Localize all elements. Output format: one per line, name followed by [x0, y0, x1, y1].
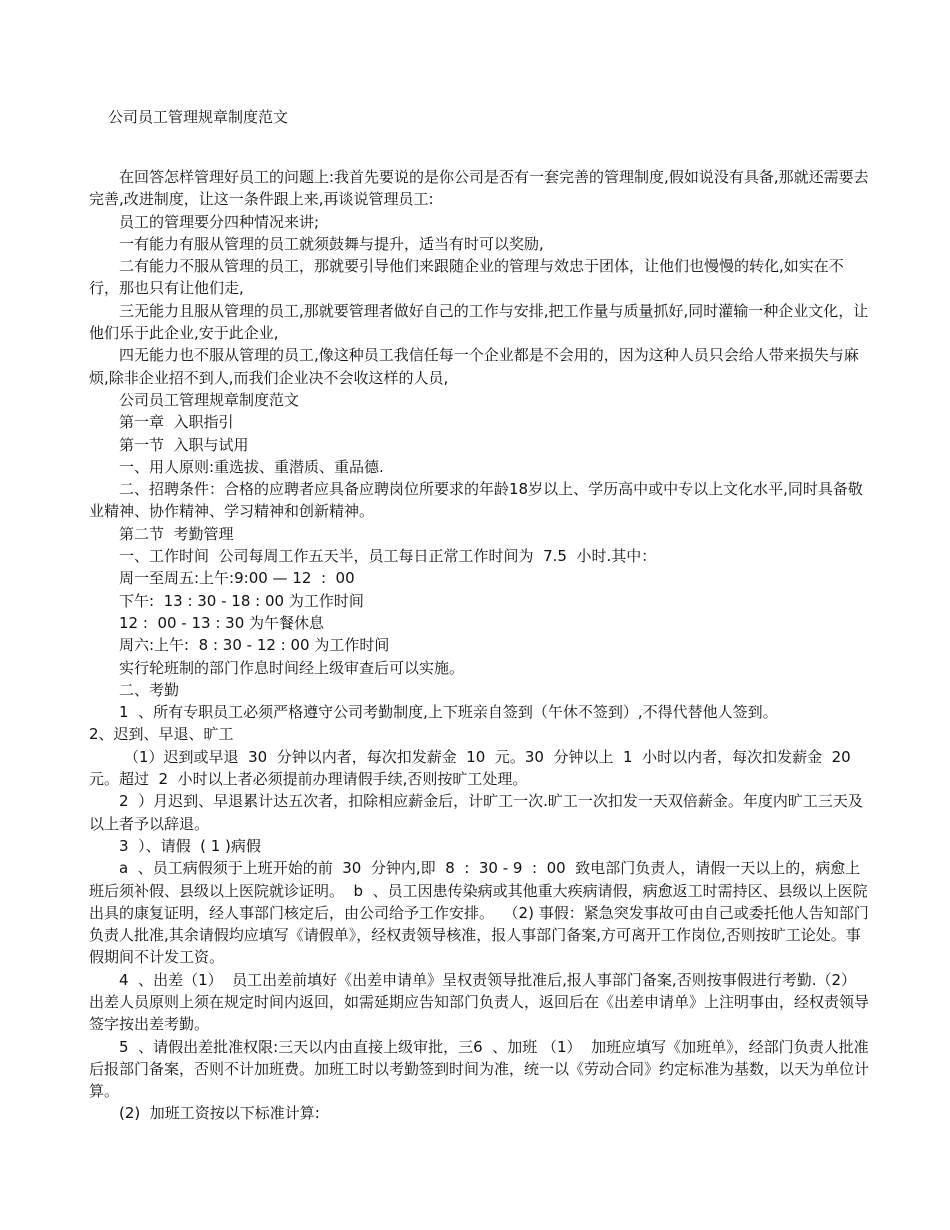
paragraph: a 、员工病假须于上班开始的前 30 分钟内,即 8 : 30 - 9 : 00 致电部门负责人，请假一天以上的，病愈上班后须补假、县级以上医院就诊证明。 b 、员工因患传染病或其他重大疾病请假，病愈返工时需持区、县级以上医院出具的康复证明，经人事部门核定后，由公司给予工作安排。 （2) 事假：紧急突发事故可由自己或委托他人告知部门负责人批准,其余请假均应填写《请假单》，经权责领导核准，报人事部门备案,方可离开工作岗位,否则按旷工论处。事假期间不计发工资。 [89, 859, 869, 967]
paragraph: 4 、出差（1） 员工出差前填好《出差申请单》呈权责领导批准后,报人事部门备案,否则按事假进行考勤.（2） 出差人员原则上须在规定时间内返回，如需延期应告知部门负责人，返回后在《出差申请单》上注明事由，经权责领导签字按出差考勤。 [89, 970, 870, 1034]
document-body [89, 166, 869, 1125]
paragraph: 周一至周五:上午:9:00 — 12 : 00 [119, 569, 355, 588]
paragraph: 二、考勤 [119, 680, 180, 699]
paragraph: 实行轮班制的部门作息时间经上级审查后可以实施。 [119, 658, 465, 677]
paragraph: 二、招聘条件：合格的应聘者应具备应聘岗位所要求的年龄18岁以上、学历高中或中专以上文化水平,同时具备敬业精神、协作精神、学习精神和创新精神。 [89, 480, 863, 521]
paragraph: 12 : 00 - 13 : 30 为午餐休息 [119, 613, 325, 632]
paragraph: 5 、请假出差批准权限:三天以内由直接上级审批，三6 、加班 （1） 加班应填写《加班单》，经部门负责人批准后报部门备案，否则不计加班费。加班工时以考勤签到时间为准，统一以《劳动合同》约定标准为基数，以天为单位计算。 [89, 1037, 870, 1101]
paragraph: 第一节 入职与试用 [119, 435, 249, 454]
paragraph: 公司员工管理规章制度范文 [119, 390, 300, 409]
paragraph: (2) 加班工资按以下标准计算: [119, 1104, 320, 1123]
paragraph: （1）迟到或早退 30 分钟以内者，每次扣发薪金 10 元。30 分钟以上 1 小时以内者，每次扣发薪金 20 元。超过 2 小时以上者必须提前办理请假手续,否则按旷工处理。 [89, 747, 861, 789]
paragraph: 周六:上午: 8 : 30 - 12 : 00 为工作时间 [119, 636, 390, 655]
paragraph: 第一章 入职指引 [119, 413, 234, 432]
paragraph: 一有能力有服从管理的员工就须鼓舞与提升，适当有时可以奖励, [119, 234, 544, 253]
paragraph: 一、工作时间 公司每周工作五天半，员工每日正常工作时间为 7.5 小时.其中： [119, 547, 657, 566]
paragraph: 四无能力也不服从管理的员工,像这种员工我信任每一个企业都是不会用的，因为这种人员只会给人带来损失与麻烦,除非企业招不到人,而我们企业决不会收这样的人员, [89, 346, 859, 387]
paragraph: 下午: 13 : 30 - 18 : 00 为工作时间 [119, 591, 364, 610]
paragraph: 1 、所有专职员工必须严格遵守公司考勤制度,上下班亲自签到（午休不签到）,不得代替他人签到。 [119, 703, 778, 722]
paragraph: 三无能力且服从管理的员工,那就要管理者做好自己的工作与安排,把工作量与质量抓好,同时灌输一种企业文化，让他们乐于此企业,安于此企业, [89, 301, 869, 343]
paragraph: 在回答怎样管理好员工的问题上:我首先要说的是你公司是否有一套完善的管理制度,假如说没有具备,那就还需要去完善,改进制度，让这一条件跟上来,再谈说管理员工: [89, 168, 869, 209]
document-title: 公司员工管理规章制度范文 [108, 108, 289, 126]
paragraph: 员工的管理要分四种情况来讲; [119, 212, 320, 231]
paragraph: 2、迟到、早退、旷工 [89, 725, 234, 744]
paragraph: 一、用人原则:重选拔、重潜质、重品德. [119, 457, 384, 476]
paragraph: 2 ）月迟到、早退累计达五次者，扣除相应薪金后，计旷工一次.旷工一次扣发一天双倍薪金。年度内旷工三天及以上者予以辞退。 [89, 792, 863, 833]
paragraph: 3 ）、请假 ( 1 )病假 [119, 836, 261, 855]
paragraph: 第二节 考勤管理 [119, 524, 234, 543]
paragraph: 二有能力不服从管理的员工，那就要引导他们来跟随企业的管理与效忠于团体，让他们也慢慢的转化,如实在不行，那也只有让他们走, [89, 257, 844, 298]
